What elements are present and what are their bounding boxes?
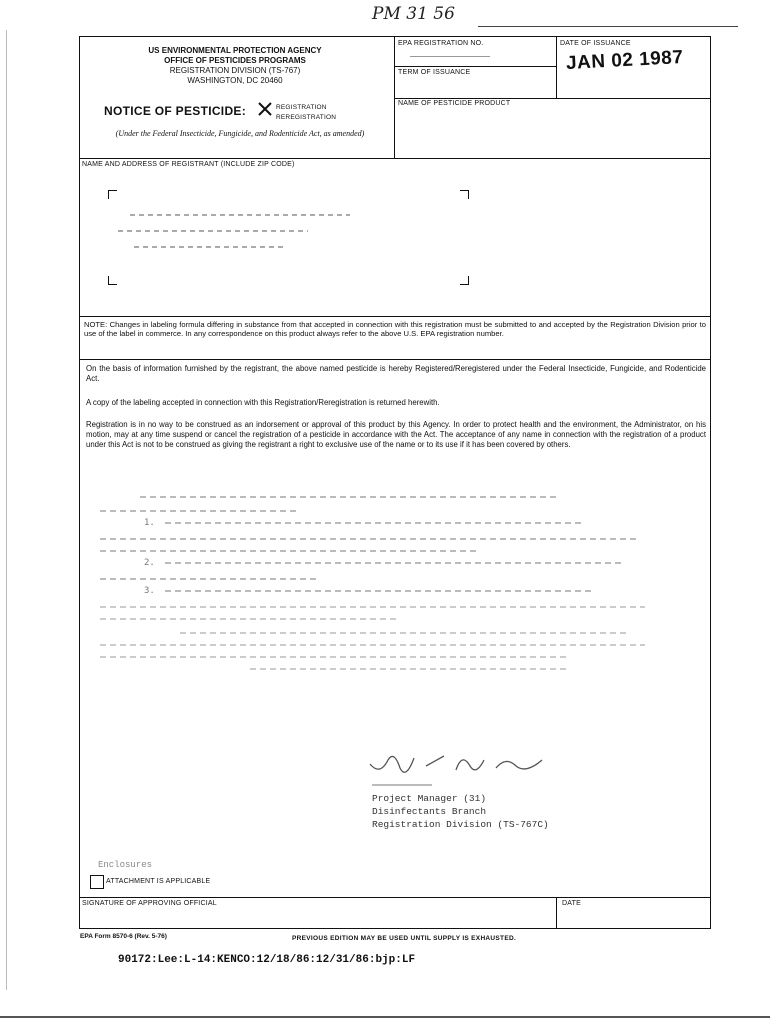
address-corner-br — [460, 276, 469, 285]
signature-vdivider — [556, 897, 557, 928]
signatory-block — [372, 784, 549, 831]
file-code: 90172:Lee:L-14:KENCO:12/18/86:12/31/86:bjp:LF — [118, 954, 416, 966]
registrant-label: NAME AND ADDRESS OF REGISTRANT (INCLUDE ZIP CODE) — [82, 161, 295, 168]
signatory-name-faded — [372, 784, 432, 786]
date-stamp: JAN 02 1987 — [565, 46, 684, 75]
product-name-label: NAME OF PESTICIDE PRODUCT — [398, 100, 511, 107]
typed-faint-line — [100, 510, 300, 512]
typed-faint-line — [165, 522, 585, 524]
typed-faint-line — [100, 656, 570, 658]
signatory-division: Registration Division (TS-767C) — [372, 819, 549, 830]
product-hline — [394, 98, 710, 99]
agency-block — [80, 46, 390, 86]
registrant-line-1 — [130, 214, 350, 216]
checkbox-registration-label: REGISTRATION — [276, 104, 327, 111]
enclosures-text: Enclosures — [98, 860, 153, 870]
term-hline — [394, 66, 556, 67]
typed-faint-line — [165, 590, 595, 592]
registration-checkbox[interactable] — [258, 102, 269, 113]
checkbox-reregistration-label: REREGISTRATION — [276, 114, 337, 121]
attachment-label: ATTACHMENT IS APPLICABLE — [106, 878, 211, 885]
note-hline-bottom — [80, 359, 710, 360]
typed-faint-line — [250, 668, 570, 670]
typed-faint-line — [140, 496, 560, 498]
body-paragraph-3: Registration is in no way to be construed as an indorsement or approval of this product by this Agency. In order to protect health and the environment, the Administrator, on his motion, may at any time suspend or cancel the registration of a pesticide in accordance with the Act. The acceptance of any name in connection with the registration of a product under this Act is not to be construed as giving the registrant a right to exclusive use of the name or to its use if it has been covered by others. — [86, 420, 706, 449]
typed-faint-line — [100, 618, 400, 620]
date-footer-label: DATE — [562, 900, 581, 907]
epa-reg-no-value — [410, 56, 490, 57]
handwritten-note: PM 31 56 — [372, 4, 455, 24]
condition-number: 2. — [144, 558, 155, 568]
condition-number: 1. — [144, 518, 155, 528]
typed-faint-line — [180, 632, 630, 634]
body-paragraph-2: A copy of the labeling accepted in connection with this Registration/Reregistration is returned herewith. — [86, 398, 440, 407]
registrant-line-2 — [118, 230, 308, 232]
note-hline-top — [80, 316, 710, 317]
agency-division: REGISTRATION DIVISION (TS-767) — [169, 66, 301, 75]
address-corner-tl — [108, 190, 117, 199]
signature-label: SIGNATURE OF APPROVING OFFICIAL — [82, 900, 217, 907]
term-label: TERM OF ISSUANCE — [398, 69, 471, 76]
condition-number: 3. — [144, 586, 155, 596]
address-corner-bl — [108, 276, 117, 285]
statute-note: (Under the Federal Insecticide, Fungicide, and Rodenticide Act, as amended) — [115, 129, 365, 138]
registrant-hline — [80, 158, 710, 159]
typed-conditions — [100, 490, 680, 670]
typed-faint-line — [100, 538, 640, 540]
typed-faint-line — [100, 644, 645, 646]
note-text: NOTE: Changes in labeling formula differing in substance from that accepted in connection with this registration must be submitted to and accepted by the Registration Division prior to use of the label in commerce. In any correspondence on this product always refer to the above U.S. EPA registration number. — [84, 320, 706, 339]
agency-address: WASHINGTON, DC 20460 — [187, 76, 283, 85]
attachment-checkbox[interactable] — [90, 875, 104, 889]
notice-title: NOTICE OF PESTICIDE: — [104, 104, 247, 118]
handwritten-signature — [366, 746, 556, 786]
registrant-line-3 — [134, 246, 284, 248]
typed-faint-line — [100, 578, 320, 580]
signatory-title: Project Manager (31) — [372, 793, 487, 804]
regno-vdivider — [556, 37, 557, 98]
check-x-icon — [258, 102, 272, 116]
agency-name: US ENVIRONMENTAL PROTECTION AGENCY — [148, 46, 322, 55]
scan-edge-mark — [6, 30, 7, 990]
epa-reg-no-label: EPA REGISTRATION NO. — [398, 40, 484, 47]
bottom-scan-edge — [0, 1016, 770, 1018]
date-issuance-label: DATE OF ISSUANCE — [560, 40, 631, 47]
typed-faint-line — [165, 562, 625, 564]
address-corner-tr — [460, 190, 469, 199]
agency-office: OFFICE OF PESTICIDES PROGRAMS — [164, 56, 306, 65]
signatory-branch: Disinfectants Branch — [372, 806, 487, 817]
previous-edition-note: PREVIOUS EDITION MAY BE USED UNTIL SUPPLY IS EXHAUSTED. — [292, 935, 517, 942]
body-paragraph-1: On the basis of information furnished by the registrant, the above named pesticide is hereby Registered/Reregistered under the Federal Insecticide, Fungicide, and Rodenticide Act. — [86, 364, 706, 383]
typed-faint-line — [100, 550, 480, 552]
form-id: EPA Form 8570-6 (Rev. 5-76) — [80, 933, 167, 940]
top-rule — [478, 26, 738, 27]
typed-faint-line — [100, 606, 645, 608]
signature-hline — [80, 897, 710, 898]
